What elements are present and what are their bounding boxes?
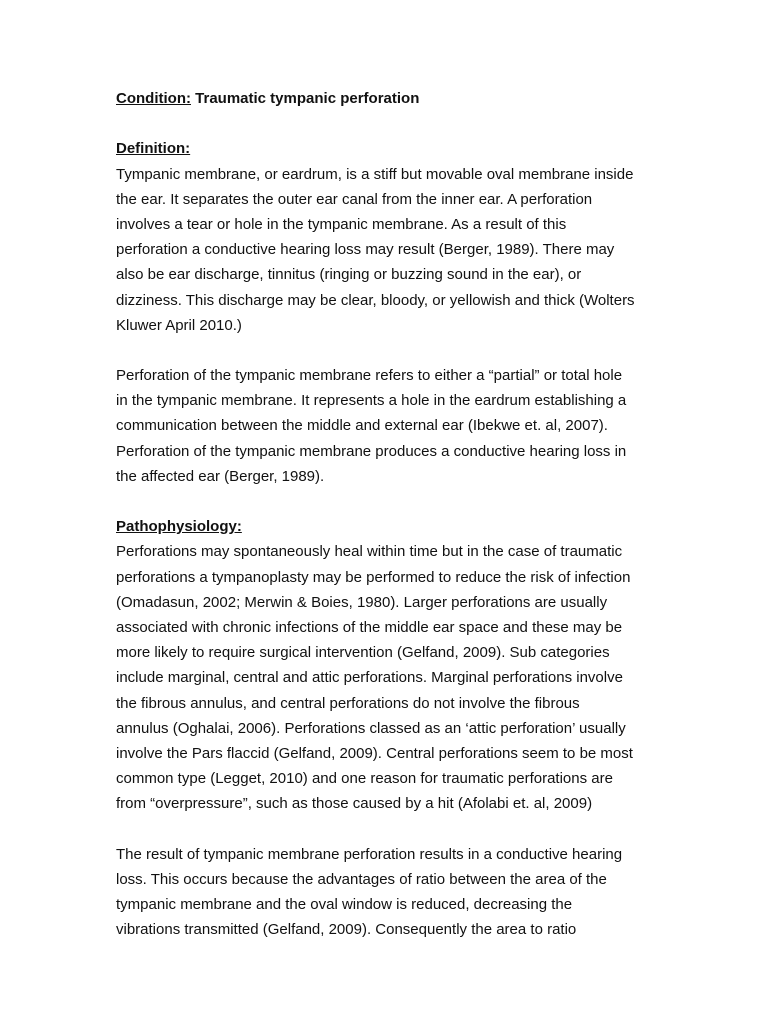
text-line: include marginal, central and attic perforations. Marginal perforations involve	[116, 669, 623, 687]
condition-value: Traumatic tympanic perforation	[190, 90, 420, 107]
definition-label: Definition:	[116, 140, 191, 158]
definition-paragraph-2	[116, 363, 664, 489]
spacer	[116, 816, 664, 841]
pathophysiology-heading	[116, 514, 664, 539]
text-line: in the tympanic membrane. It represents a hole in the eardrum establishing a	[116, 392, 627, 410]
text-line: vibrations transmitted (Gelfand, 2009). Consequently the area to ratio	[116, 921, 577, 939]
text-line: associated with chronic infections of the middle ear space and these may be	[116, 618, 623, 636]
text-line: the ear. It separates the outer ear canal from the inner ear. A perforation	[116, 190, 593, 208]
definition-paragraph-1	[116, 162, 664, 338]
text-line: involves a tear or hole in the tympanic membrane. As a result of this	[116, 215, 567, 233]
spacer	[116, 489, 664, 514]
text-line: Perforations may spontaneously heal within time but in the case of traumatic	[116, 543, 623, 561]
text-line: (Omadasun, 2002; Merwin & Boies, 1980). Larger perforations are usually	[116, 593, 608, 611]
spacer	[116, 338, 664, 363]
pathophysiology-paragraph-1	[116, 539, 664, 816]
text-line: the fibrous annulus, and central perforations do not involve the fibrous	[116, 694, 580, 712]
document-page	[116, 86, 664, 942]
text-line: Kluwer April 2010.)	[116, 316, 242, 334]
text-line: Perforation of the tympanic membrane refers to either a “partial” or total hole	[116, 367, 623, 385]
text-line: also be ear discharge, tinnitus (ringing or buzzing sound in the ear), or	[116, 266, 582, 284]
text-line: Perforation of the tympanic membrane produces a conductive hearing loss in	[116, 442, 627, 460]
text-line: loss. This occurs because the advantages of ratio between the area of the	[116, 870, 607, 888]
text-line: communication between the middle and external ear (Ibekwe et. al, 2007).	[116, 417, 608, 435]
pathophysiology-label: Pathophysiology:	[116, 518, 242, 536]
condition-label: Condition:	[116, 90, 191, 107]
spacer	[116, 111, 664, 136]
text-line: perforations a tympanoplasty may be performed to reduce the risk of infection	[116, 568, 631, 586]
definition-heading	[116, 136, 664, 161]
condition-heading	[116, 86, 664, 111]
pathophysiology-paragraph-2	[116, 842, 664, 943]
text-line: annulus (Oghalai, 2006). Perforations classed as an ‘attic perforation’ usually	[116, 719, 626, 737]
text-line: perforation a conductive hearing loss may result (Berger, 1989). There may	[116, 241, 615, 259]
text-line: from “overpressure”, such as those caused by a hit (Afolabi et. al, 2009)	[116, 795, 593, 813]
text-line: The result of tympanic membrane perforation results in a conductive hearing	[116, 845, 623, 863]
text-line: common type (Legget, 2010) and one reason for traumatic perforations are	[116, 770, 613, 788]
text-line: the affected ear (Berger, 1989).	[116, 467, 325, 485]
text-line: tympanic membrane and the oval window is reduced, decreasing the	[116, 896, 573, 913]
text-line: dizziness. This discharge may be clear, bloody, or yellowish and thick (Wolters	[116, 291, 635, 309]
text-line: more likely to require surgical intervention (Gelfand, 2009). Sub categories	[116, 644, 610, 662]
text-line: involve the Pars flaccid (Gelfand, 2009). Central perforations seem to be most	[116, 744, 633, 762]
text-line: Tympanic membrane, or eardrum, is a stiff but movable oval membrane inside	[116, 165, 634, 183]
